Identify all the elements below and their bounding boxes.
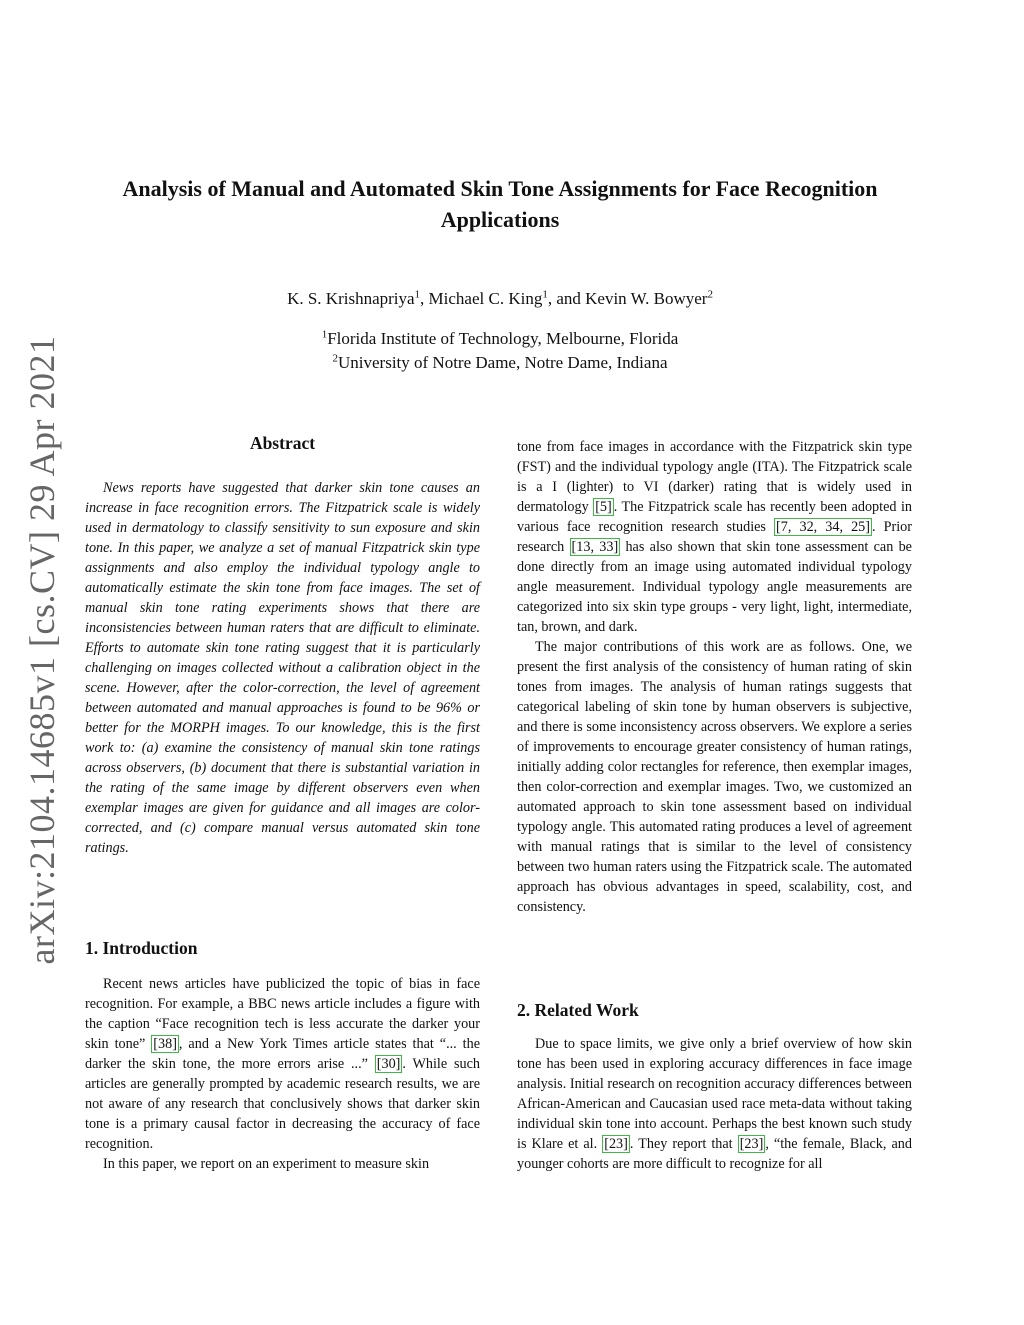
text-run: has also shown that skin tone assessment can be done directly from an image using automated individual typology angle measurement. Individual typology angle measurements are categorized into six skin type groups - very light, light, intermediate, tan, brown, and dark.	[517, 539, 912, 635]
citation-link[interactable]: [5]	[595, 499, 612, 515]
author-separator: ,	[420, 289, 429, 308]
intro-paragraph	[517, 437, 912, 637]
author-list	[70, 287, 930, 311]
text-run: . They report that	[629, 1136, 738, 1152]
citation-link[interactable]: [38]	[153, 1036, 177, 1052]
affiliation-text: Florida Institute of Technology, Melbourne, Florida	[327, 329, 679, 348]
author-name: Michael C. King	[428, 289, 543, 308]
author-affil-marker: 1	[542, 288, 548, 301]
text-run: tone from face images in accordance with the Fitzpatrick skin type (FST) and the individual typology angle (ITA). The Fitzpatrick scale is a I (lighter) to VI (darker) rating that is widely used in dermatology	[517, 439, 912, 515]
citation-link[interactable]: [23]	[604, 1136, 628, 1152]
right-column-body	[517, 437, 912, 917]
text-run: , and a New York Times article states that “... the darker the skin tone, the more errors arise ...”	[85, 1036, 480, 1072]
affiliations	[70, 327, 930, 375]
author-affil-marker: 1	[414, 288, 421, 301]
citation-link[interactable]: [23]	[739, 1136, 764, 1152]
intro-paragraph	[85, 974, 480, 1154]
arxiv-id: arXiv:2104.14685v1 [cs.CV] 29 Apr 2021	[22, 335, 62, 965]
abstract-heading: Abstract	[249, 433, 316, 453]
intro-body	[85, 974, 480, 1174]
intro-heading: 1. Introduction	[85, 938, 198, 958]
affiliation-text: University of Notre Dame, Notre Dame, Indiana	[338, 353, 668, 372]
paper-title: Analysis of Manual and Automated Skin Tone Assignments for Face Recognition Applications	[122, 176, 878, 232]
text-run: , “the female, Black, and younger cohorts are more difficult to recognize for all	[517, 1136, 912, 1172]
intro-paragraph: In this paper, we report on an experiment to measure skin	[103, 1156, 430, 1172]
contributions-paragraph: The major contributions of this work are as follows. One, we present the first analysis of the consistency of human rating of skin tones from images. The analysis of human ratings suggests that categorical labeling of skin tone by human observers is subjective, and there is some inconsistency across observers. We explore a series of improvements to encourage greater consistency of human ratings, initially adding color rectangles for reference, then exemplar images, then color-correction and exemplar images. Two, we customized an automated approach to skin tone assessment based on individual typology angle. This automated rating produces a level of agreement with manual ratings that is similar to the level of consistency between two human raters using the Fitzpatrick scale. The automated approach has obvious advantages in speed, scalability, cost, and consistency.	[517, 639, 912, 915]
text-run: . Prior research	[517, 519, 912, 555]
citation-link[interactable]: [13, 33]	[571, 539, 619, 555]
author-affil-marker: 2	[707, 288, 713, 301]
related-work-body	[517, 1034, 912, 1174]
citation-link[interactable]: [7, 32, 34, 25]	[776, 519, 870, 535]
affiliation-line	[70, 351, 930, 375]
text-run: Recent news articles have publicized the topic of bias in face recognition. For example, a BBC news article includes a figure with the caption “Face recognition tech is less accurate the darker your skin tone”	[85, 976, 480, 1052]
affil-marker: 2	[332, 352, 338, 365]
related-work-paragraph	[517, 1034, 912, 1174]
author-name: K. S. Krishnapriya	[287, 289, 415, 308]
text-run: . The Fitzpatrick scale has recently been adopted in various face recognition research studies	[517, 499, 912, 535]
affil-marker: 1	[321, 328, 328, 341]
citation-link[interactable]: [30]	[376, 1056, 401, 1072]
author-name: Kevin W. Bowyer	[585, 289, 708, 308]
author-separator: , and	[547, 289, 586, 308]
text-run: . While such articles are generally prompted by academic research results, we are not aware of any research that conclusively shows that darker skin tone is a primary causal factor in decreasing the accuracy of face recognition.	[85, 1056, 480, 1152]
related-work-heading: 2. Related Work	[517, 1000, 639, 1020]
text-run: Due to space limits, we give only a brief overview of how skin tone has been used in exploring accuracy differences in face image analysis. Initial research on recognition accuracy differences between African-American and Caucasian used race meta-data without taking individual skin tone into account. Perhaps the best known such study is Klare et al.	[517, 1036, 912, 1152]
affiliation-line	[70, 327, 930, 351]
abstract-text: News reports have suggested that darker skin tone causes an increase in face recognition errors. The Fitzpatrick scale is widely used in dermatology to classify sensitivity to sun exposure and skin tone. In this paper, we analyze a set of manual Fitzpatrick skin type assignments and also employ the individual typology angle to automatically estimate the skin tone from face images. The set of manual skin tone rating experiments shows that there are inconsistencies between human raters that are difficult to eliminate. Efforts to automate skin tone rating suggest that it is particularly challenging on images collected without a calibration object in the scene. However, after the color-correction, the level of agreement between automated and manual approaches is found to be 96% or better for the MORPH images. To our knowledge, this is the first work to: (a) examine the consistency of manual skin tone ratings across observers, (b) document that there is substantial variation in the rating of the same image by different observers even when exemplar images are given for guidance and all images are color-corrected, and (c) compare manual versus automated skin tone ratings.	[85, 480, 480, 856]
